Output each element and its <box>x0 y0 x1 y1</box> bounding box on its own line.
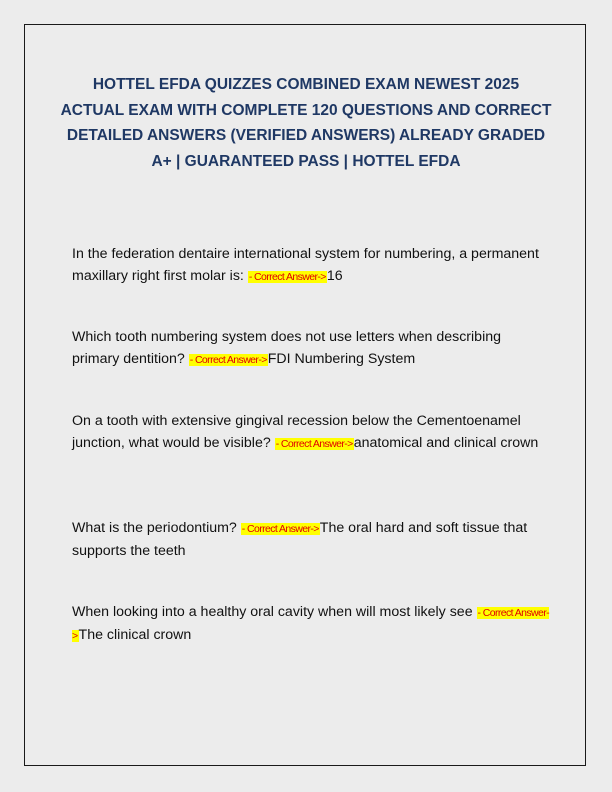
correct-answer-marker: - Correct Answer-> <box>189 354 267 366</box>
correct-answer-marker: - Correct Answer-> <box>72 607 550 642</box>
qa-item-3 <box>72 410 552 455</box>
qa-item-2 <box>72 326 552 371</box>
answer-text: 16 <box>326 268 343 284</box>
qa-item-4 <box>72 517 552 562</box>
answer-text: FDI Numbering System <box>267 351 416 367</box>
question-text: In the federation dentaire international system for numbering, a permanent maxillary right first molar is: <box>72 246 539 284</box>
qa-item-1 <box>72 243 552 288</box>
qa-item-5 <box>72 601 552 647</box>
question-text: What is the periodontium? <box>72 520 237 536</box>
document-title: HOTTEL EFDA QUIZZES COMBINED EXAM NEWEST 2025 ACTUAL EXAM WITH COMPLETE 120 QUESTIONS AND CORRECT DETAILED ANSWERS (VERIFIED ANSWERS) ALREADY GRADED A+ | GUARANTEED PASS | HOTTEL EFDA <box>60 76 552 170</box>
question-text: Which tooth numbering system does not use letters when describing primary dentition? <box>72 329 501 367</box>
question-text: When looking into a healthy oral cavity when will most likely see <box>72 604 473 620</box>
answer-text: The oral hard and soft tissue that supports the teeth <box>72 520 528 559</box>
question-text: On a tooth with extensive gingival recession below the Cementoenamel junction, what would be visible? <box>72 413 521 451</box>
correct-answer-marker: - Correct Answer-> <box>275 438 353 450</box>
correct-answer-marker: - Correct Answer-> <box>248 271 326 283</box>
correct-answer-marker: - Correct Answer-> <box>241 523 319 535</box>
answer-text: The clinical crown <box>78 627 192 643</box>
answer-text: anatomical and clinical crown <box>353 435 539 451</box>
